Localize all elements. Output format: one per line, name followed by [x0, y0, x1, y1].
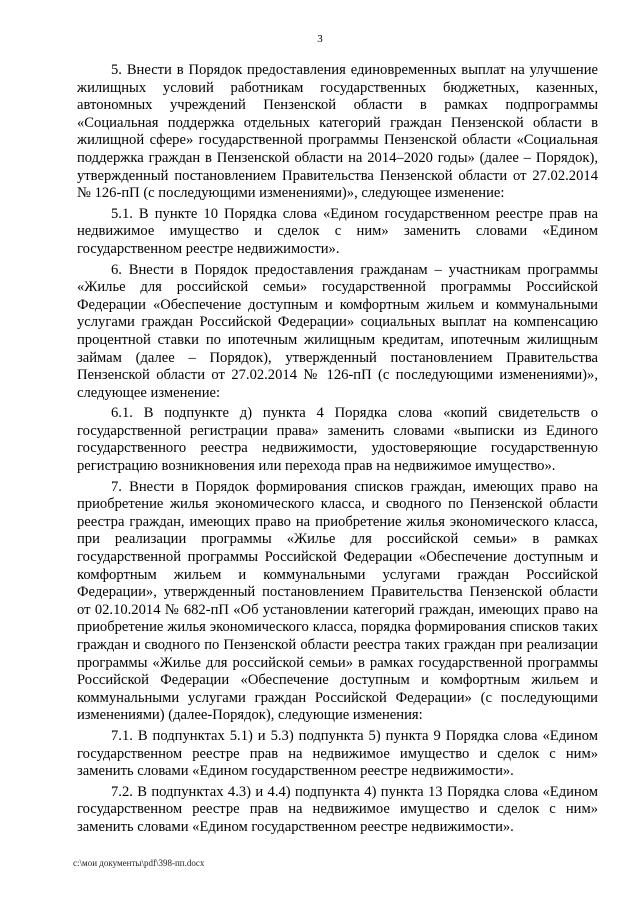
paragraph-7: 7. Внести в Порядок формирования списков граждан, имеющих право на приобретение жилья экономического класса, и сводного по Пензенской области реестра граждан, имеющих право на приобретение жилья экономического класса, при реализации программы «Жилье для российской семьи» в рамках государственной программы Российской Федерации «Обеспечение доступным и комфортным жильем и коммунальными услугами граждан Российской Федерации», утвержденный постановлением Правительства Пензенской области от 02.10.2014 № 682-пП «Об установлении категорий граждан, имеющих право на приобретение жилья экономического класса, порядка формирования списков таких граждан и сводного по Пензенской области реестра таких граждан при реализации программы «Жилье для российской семьи» в рамках государственной программы Российской Федерации «Обеспечение доступным и комфортным жильем и коммунальными услугами граждан Российской Федерации» (с последующими изменениями) (далее-Порядок), следующие изменения:	[77, 478, 598, 724]
page-number: 3	[317, 33, 323, 45]
paragraph-7-2: 7.2. В подпунктах 4.3) и 4.4) подпункта 4) пункта 13 Порядка слова «Едином государственном реестре прав на недвижимое имущество и сделок с ним» заменить словами «Едином государственном реестре недвижимости».	[77, 783, 598, 835]
paragraph-5: 5. Внести в Порядок предоставления единовременных выплат на улучшение жилищных условий работникам государственных бюджетных, казенных, автономных учреждений Пензенской области в рамках подпрограммы «Социальная поддержка отдельных категорий граждан Пензенской области в жилищной сфере» государственной программы Пензенской области «Социальная поддержка граждан в Пензенской области на 2014–2020 годы» (далее – Порядок), утвержденный постановлением Правительства Пензенской области от 27.02.2014 № 126-пП (с последующими изменениями)», следующее изменение:	[77, 62, 598, 202]
document-body	[77, 62, 598, 840]
paragraph-7-1: 7.1. В подпунктах 5.1) и 5.3) подпункта 5) пункта 9 Порядка слова «Едином государственном реестре прав на недвижимое имущество и сделок с ним» заменить словами «Едином государственном реестре недвижимости».	[77, 727, 598, 780]
paragraph-6: 6. Внести в Порядок предоставления гражданам – участникам программы «Жилье для российской семьи» государственной программы Российской Федерации «Обеспечение доступным и комфортным жильем и коммунальными услугами граждан Российской Федерации» социальных выплат на компенсацию процентной ставки по ипотечным жилищным кредитам, ипотечным жилищным займам (далее – Порядок), утвержденный постановлением Правительства Пензенской области от 27.02.2014 № 126-пП (с последующими изменениями)», следующее изменение:	[77, 261, 598, 401]
paragraph-5-1: 5.1. В пункте 10 Порядка слова «Едином государственном реестре прав на недвижимое имущество и сделок с ним» заменить словами «Едином государственном реестре недвижимости».	[77, 205, 598, 257]
footer-file-path: c:\мои документы\pdf\398-пп.docx	[73, 858, 205, 868]
paragraph-6-1: 6.1. В подпункте д) пункта 4 Порядка слова «копий свидетельств о государственной регистрации права» заменить словами «выписки из Единого государственного реестра недвижимости, удостоверяющие государственную регистрацию возникновения или перехода прав на недвижимое имущество».	[77, 405, 598, 475]
